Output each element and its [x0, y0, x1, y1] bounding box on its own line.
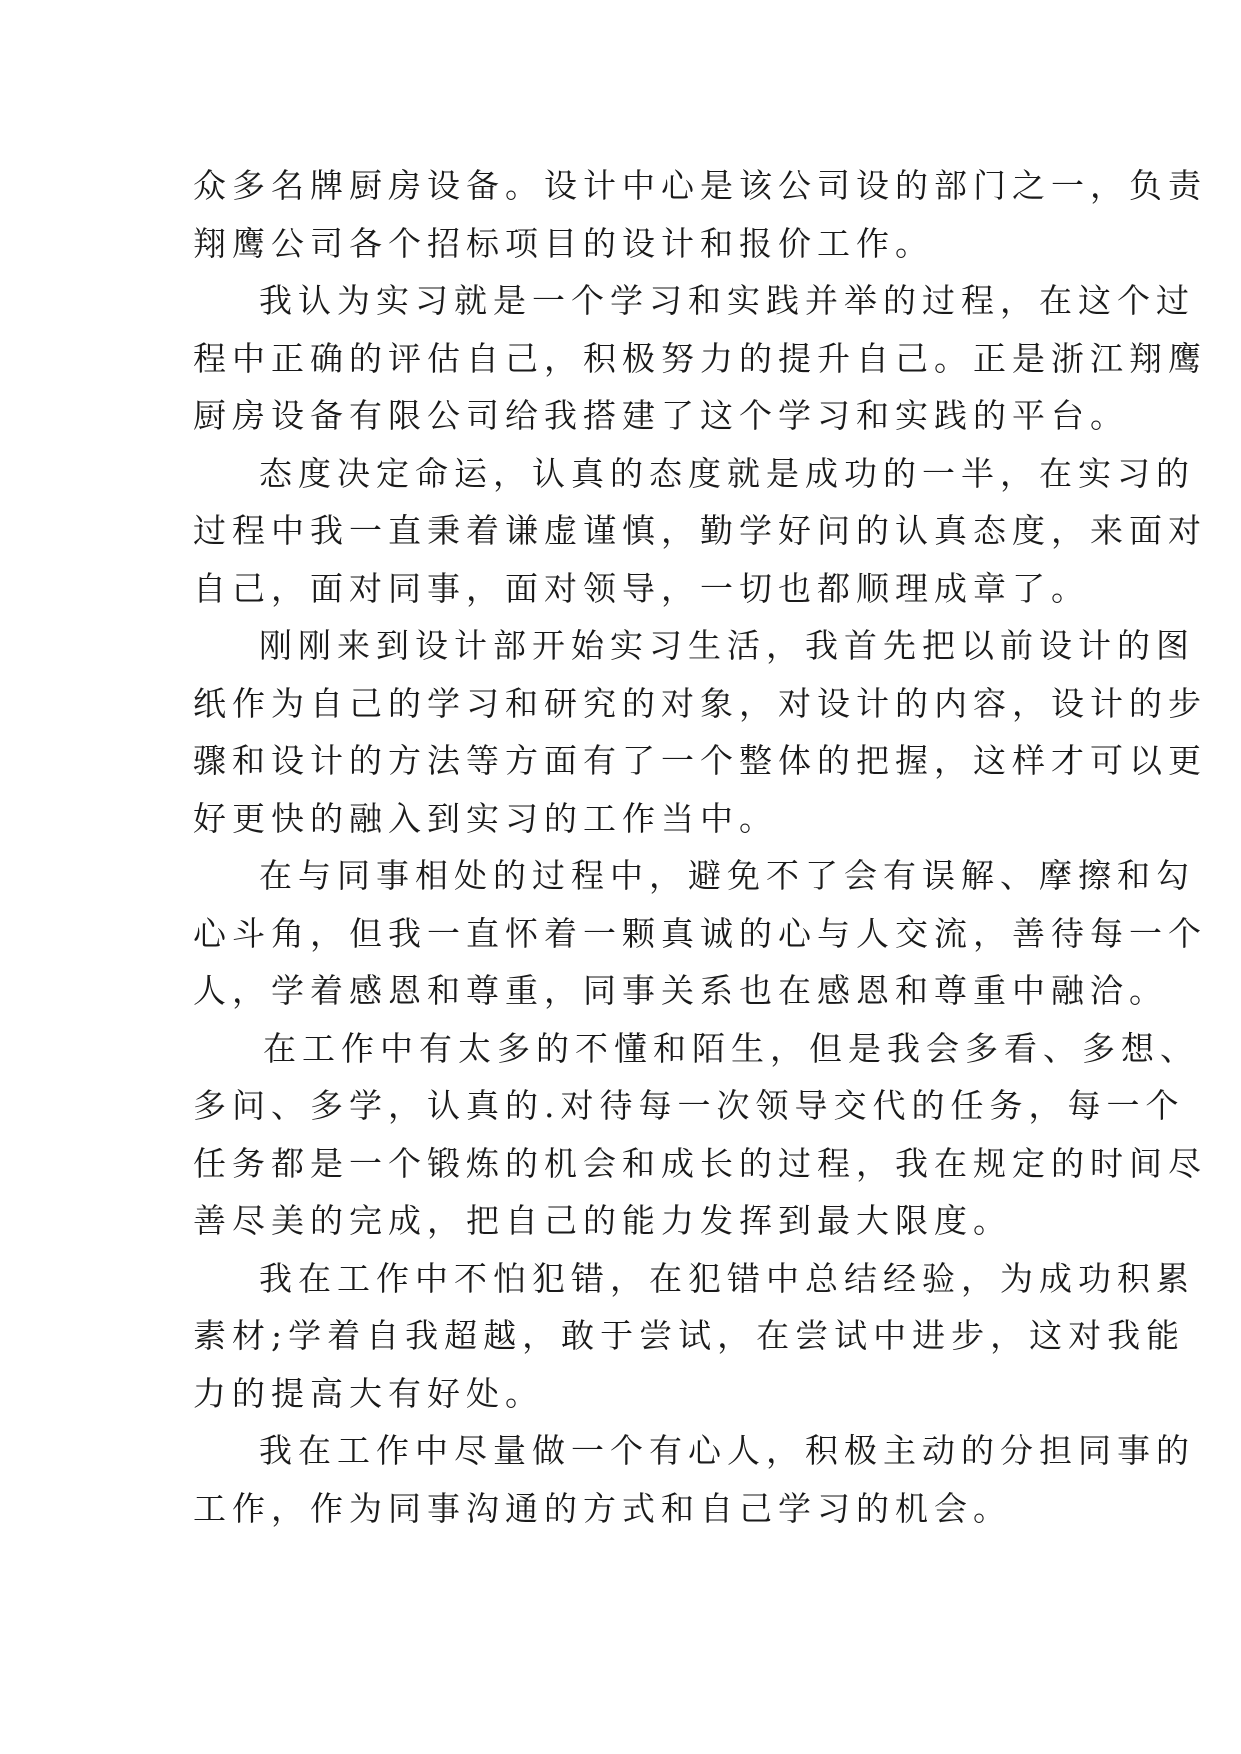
- document-body: [193, 157, 1207, 1537]
- text-line: 过程中我一直秉着谦虚谨慎，勤学好问的认真态度，来面对: [193, 511, 1207, 550]
- text-line: 力的提高大有好处。: [193, 1373, 544, 1413]
- text-line: 任务都是一个锻炼的机会和成长的过程，我在规定的时间尽: [193, 1143, 1207, 1183]
- paragraph-first-line: 我认为实习就是一个学习和实践并举的过程，在这个过: [259, 281, 1195, 320]
- paragraph-first-line: 在工作中有太多的不懂和陌生，但是我会多看、多想、: [263, 1028, 1199, 1068]
- text-line: 厨房设备有限公司给我搭建了这个学习和实践的平台。: [193, 396, 1129, 435]
- text-line: 人，学着感恩和尊重，同事关系也在感恩和尊重中融洽。: [193, 971, 1168, 1010]
- text-line: 素材;学着自我超越，敢于尝试，在尝试中进步，这对我能: [193, 1316, 1186, 1355]
- paragraph-first-line: 在与同事相处的过程中，避免不了会有误解、摩擦和勾: [259, 856, 1195, 895]
- paragraph-first-line: 刚刚来到设计部开始实习生活，我首先把以前设计的图: [259, 626, 1195, 665]
- text-line: 众多名牌厨房设备。设计中心是该公司设的部门之一，负责: [193, 166, 1207, 205]
- paragraph-first-line: 我在工作中不怕犯错，在犯错中总结经验，为成功积累: [259, 1258, 1195, 1298]
- text-line: 骤和设计的方法等方面有了一个整体的把握，这样才可以更: [193, 741, 1207, 780]
- paragraph-first-line: 我在工作中尽量做一个有心人，积极主动的分担同事的: [259, 1431, 1195, 1470]
- text-line: 好更快的融入到实习的工作当中。: [193, 798, 778, 838]
- text-line: 纸作为自己的学习和研究的对象，对设计的内容，设计的步: [193, 683, 1207, 723]
- text-line: 工作，作为同事沟通的方式和自己学习的机会。: [193, 1488, 1012, 1528]
- text-line: 翔鹰公司各个招标项目的设计和报价工作。: [193, 223, 934, 263]
- text-line: 多问、多学，认真的.对待每一次领导交代的任务，每一个: [193, 1086, 1185, 1125]
- paragraph-first-line: 态度决定命运，认真的态度就是成功的一半，在实习的: [259, 453, 1195, 493]
- text-line: 自己，面对同事，面对领导，一切也都顺理成章了。: [193, 568, 1090, 608]
- text-line: 心斗角，但我一直怀着一颗真诚的心与人交流，善待每一个: [193, 913, 1207, 953]
- text-line: 善尽美的完成，把自己的能力发挥到最大限度。: [193, 1201, 1012, 1240]
- text-line: 程中正确的评估自己，积极努力的提升自己。正是浙江翔鹰: [193, 338, 1207, 378]
